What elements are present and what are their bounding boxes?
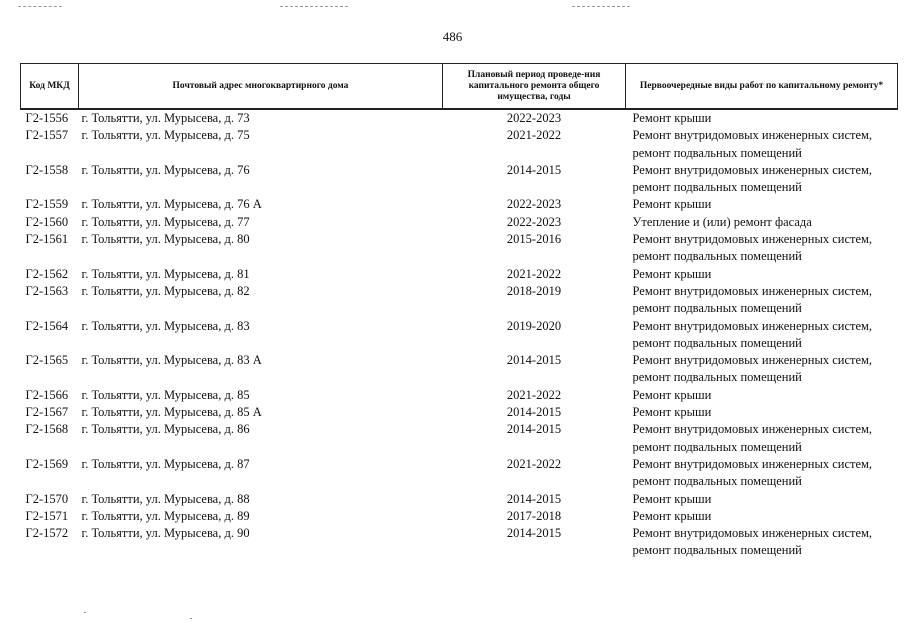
cell-address: г. Тольятти, ул. Мурысева, д. 82 — [81, 283, 250, 298]
cell-works — [626, 127, 898, 162]
cell-period: 2014-2015 — [506, 162, 562, 177]
work-line: ремонт подвальных помещений — [632, 370, 802, 385]
cell-works — [626, 109, 898, 127]
work-line: Ремонт внутридомовых инженерных систем, — [632, 232, 873, 247]
work-line: ремонт подвальных помещений — [632, 145, 802, 160]
work-line: Утепление и (или) ремонт фасада — [632, 214, 812, 229]
work-line: Ремонт внутридомовых инженерных систем, — [632, 283, 873, 298]
table-row — [21, 109, 898, 127]
cell-works — [626, 162, 898, 197]
cell-works — [626, 231, 898, 266]
work-line: ремонт подвальных помещений — [632, 249, 802, 264]
cell-code: Г2-1566 — [25, 387, 69, 402]
scan-artifact — [18, 6, 62, 9]
work-line: Ремонт крыши — [632, 508, 712, 523]
cell-address: г. Тольятти, ул. Мурысева, д. 86 — [81, 422, 250, 437]
table-row — [21, 352, 898, 387]
cell-period: 2021-2022 — [506, 266, 562, 281]
cell-works — [626, 352, 898, 387]
cell-period: 2014-2015 — [506, 422, 562, 437]
work-line: ремонт подвальных помещений — [632, 180, 802, 195]
cell-works — [626, 508, 898, 525]
header-period: Плановый период проведе-ния капитального ремонта общего имущества, годы — [443, 64, 626, 110]
cell-period: 2018-2019 — [506, 283, 562, 298]
cell-works — [626, 214, 898, 231]
cell-address: г. Тольятти, ул. Мурысева, д. 83 — [81, 318, 250, 333]
cell-address: г. Тольятти, ул. Мурысева, д. 88 — [81, 491, 250, 506]
cell-code: Г2-1572 — [25, 526, 69, 541]
cell-works — [626, 421, 898, 456]
work-line: Ремонт крыши — [632, 197, 712, 212]
cell-code: Г2-1564 — [25, 318, 69, 333]
table-row — [21, 525, 898, 560]
table-row — [21, 387, 898, 404]
cell-code: Г2-1568 — [25, 422, 69, 437]
header-address: Почтовый адрес многоквартирного дома — [79, 64, 443, 110]
cell-works — [626, 318, 898, 353]
cell-code: Г2-1563 — [25, 283, 69, 298]
work-line: ремонт подвальных помещений — [632, 439, 802, 454]
work-line: Ремонт внутридомовых инженерных систем, — [632, 128, 873, 143]
header-code: Код МКД — [21, 64, 79, 110]
header-works: Первоочередные виды работ по капитальному ремонту* — [626, 64, 898, 110]
work-line: Ремонт внутридомовых инженерных систем, — [632, 422, 873, 437]
table-row — [21, 318, 898, 353]
cell-code: Г2-1561 — [25, 232, 69, 247]
work-line: Ремонт внутридомовых инженерных систем, — [632, 353, 873, 368]
work-line: Ремонт крыши — [632, 387, 712, 402]
table-row — [21, 231, 898, 266]
cell-code: Г2-1570 — [25, 491, 69, 506]
cell-code: Г2-1567 — [25, 405, 69, 420]
cell-code: Г2-1558 — [25, 162, 69, 177]
cell-code: Г2-1571 — [25, 508, 69, 523]
scan-speck — [190, 618, 192, 619]
repair-schedule-table-wrapper — [20, 63, 897, 560]
cell-address: г. Тольятти, ул. Мурысева, д. 85 — [81, 387, 250, 402]
work-line: Ремонт внутридомовых инженерных систем, — [632, 162, 873, 177]
table-row — [21, 214, 898, 231]
work-line: ремонт подвальных помещений — [632, 543, 802, 558]
work-line: Ремонт внутридомовых инженерных систем, — [632, 318, 873, 333]
cell-works — [626, 404, 898, 421]
work-line: Ремонт крыши — [632, 405, 712, 420]
cell-address: г. Тольятти, ул. Мурысева, д. 73 — [81, 111, 250, 125]
table-row — [21, 421, 898, 456]
cell-period: 2022-2023 — [506, 111, 562, 125]
page-number: 486 — [442, 29, 463, 44]
table-body — [21, 109, 898, 560]
work-line: Ремонт крыши — [632, 266, 712, 281]
cell-period: 2014-2015 — [506, 405, 562, 420]
table-row — [21, 127, 898, 162]
cell-works — [626, 387, 898, 404]
cell-period: 2022-2023 — [506, 214, 562, 229]
repair-schedule-table — [20, 63, 898, 560]
cell-period: 2014-2015 — [506, 353, 562, 368]
work-line: Ремонт крыши — [632, 111, 712, 125]
cell-code: Г2-1565 — [25, 353, 69, 368]
cell-code: Г2-1559 — [25, 197, 69, 212]
table-header — [21, 64, 898, 110]
cell-address: г. Тольятти, ул. Мурысева, д. 81 — [81, 266, 250, 281]
cell-address: г. Тольятти, ул. Мурысева, д. 89 — [81, 508, 250, 523]
cell-code: Г2-1557 — [25, 128, 69, 143]
cell-address: г. Тольятти, ул. Мурысева, д. 85 А — [81, 405, 262, 420]
cell-address: г. Тольятти, ул. Мурысева, д. 83 А — [81, 353, 262, 368]
table-row — [21, 266, 898, 283]
cell-period: 2019-2020 — [506, 318, 562, 333]
work-line: ремонт подвальных помещений — [632, 474, 802, 489]
cell-code: Г2-1569 — [25, 456, 69, 471]
cell-period: 2021-2022 — [506, 456, 562, 471]
cell-works — [626, 525, 898, 560]
work-line: Ремонт крыши — [632, 491, 712, 506]
work-line: ремонт подвальных помещений — [632, 301, 802, 316]
header-row — [21, 64, 898, 110]
work-line: Ремонт внутридомовых инженерных систем, — [632, 526, 873, 541]
cell-address: г. Тольятти, ул. Мурысева, д. 76 А — [81, 197, 262, 212]
cell-period: 2017-2018 — [506, 508, 562, 523]
cell-period: 2022-2023 — [506, 197, 562, 212]
cell-address: г. Тольятти, ул. Мурысева, д. 77 — [81, 214, 250, 229]
table-row — [21, 491, 898, 508]
scan-artifact — [280, 6, 348, 9]
cell-works — [626, 456, 898, 491]
cell-address: г. Тольятти, ул. Мурысева, д. 80 — [81, 232, 250, 247]
cell-code: Г2-1560 — [25, 214, 69, 229]
table-row — [21, 456, 898, 491]
work-line: Ремонт внутридомовых инженерных систем, — [632, 456, 873, 471]
table-row — [21, 508, 898, 525]
cell-address: г. Тольятти, ул. Мурысева, д. 75 — [81, 128, 250, 143]
cell-code: Г2-1562 — [25, 266, 69, 281]
cell-period: 2021-2022 — [506, 128, 562, 143]
cell-code: Г2-1556 — [25, 111, 69, 125]
cell-address: г. Тольятти, ул. Мурысева, д. 90 — [81, 526, 250, 541]
cell-period: 2014-2015 — [506, 491, 562, 506]
scan-speck — [84, 612, 86, 613]
cell-address: г. Тольятти, ул. Мурысева, д. 87 — [81, 456, 250, 471]
table-row — [21, 162, 898, 197]
cell-address: г. Тольятти, ул. Мурысева, д. 76 — [81, 162, 250, 177]
cell-period: 2015-2016 — [506, 232, 562, 247]
table-row — [21, 196, 898, 213]
cell-period: 2014-2015 — [506, 526, 562, 541]
cell-period: 2021-2022 — [506, 387, 562, 402]
table-row — [21, 404, 898, 421]
cell-works — [626, 283, 898, 318]
work-line: ремонт подвальных помещений — [632, 335, 802, 350]
cell-works — [626, 196, 898, 213]
cell-works — [626, 491, 898, 508]
scan-artifact — [572, 6, 630, 9]
cell-works — [626, 266, 898, 283]
table-row — [21, 283, 898, 318]
